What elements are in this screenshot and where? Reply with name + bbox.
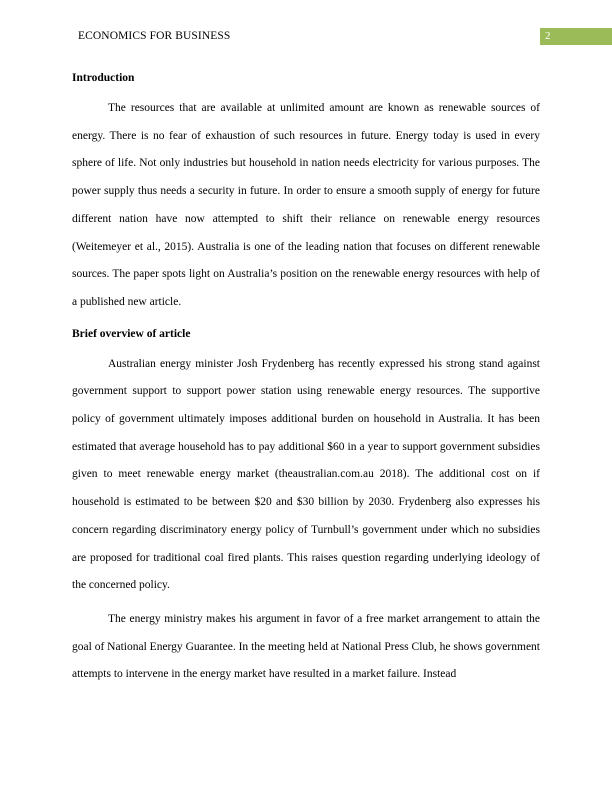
introduction-paragraph: The resources that are available at unlimited amount are known as renewable sources of energy. There is no fear of exhaustion of such resources in future. Energy today is used in every sphere of life. Not only industries but household in nation needs electricity for various purposes. The power supply thus needs a security in future. In order to ensure a smooth supply of energy for future different nation have now attempted to shift their reliance on renewable energy resources (Weitemeyer et al., 2015). Australia is one of the leading nation that focuses on different renewable sources. The paper spots light on Australia’s position on the renewable energy resources with help of a published new article.	[72, 102, 540, 308]
page-number-box	[540, 28, 612, 45]
running-head: ECONOMICS FOR BUSINESS	[78, 30, 231, 42]
page-header	[0, 28, 612, 45]
section-heading-overview: Brief overview of article	[72, 327, 191, 340]
section-heading-introduction: Introduction	[72, 72, 135, 84]
document-body	[72, 64, 540, 689]
overview-paragraph-1: Australian energy minister Josh Frydenberg has recently expressed his strong stand against government support to support power station using renewable energy resources. The supportive policy of government ultimately imposes additional burden on household in Australia. It has been estimated that average household has to pay additional $60 in a year to support government subsidies given to meet renewable energy market (theaustralian.com.au 2018). The additional cost on if household is estimated to be between $20 and $30 billion by 2030. Frydenberg also expresses his concern regarding discriminatory energy policy of Turnbull’s government under which no subsidies are proposed for traditional coal fired plants. This raises question regarding underlying ideology of the concerned policy.	[72, 357, 540, 592]
overview-paragraph-2: The energy ministry makes his argument in favor of a free market arrangement to attain the goal of National Energy Guarantee. In the meeting held at National Press Club, he shows government attempts to intervene in the energy market have resulted in a market failure. Instead	[72, 612, 540, 681]
page-number: 2	[545, 30, 551, 42]
